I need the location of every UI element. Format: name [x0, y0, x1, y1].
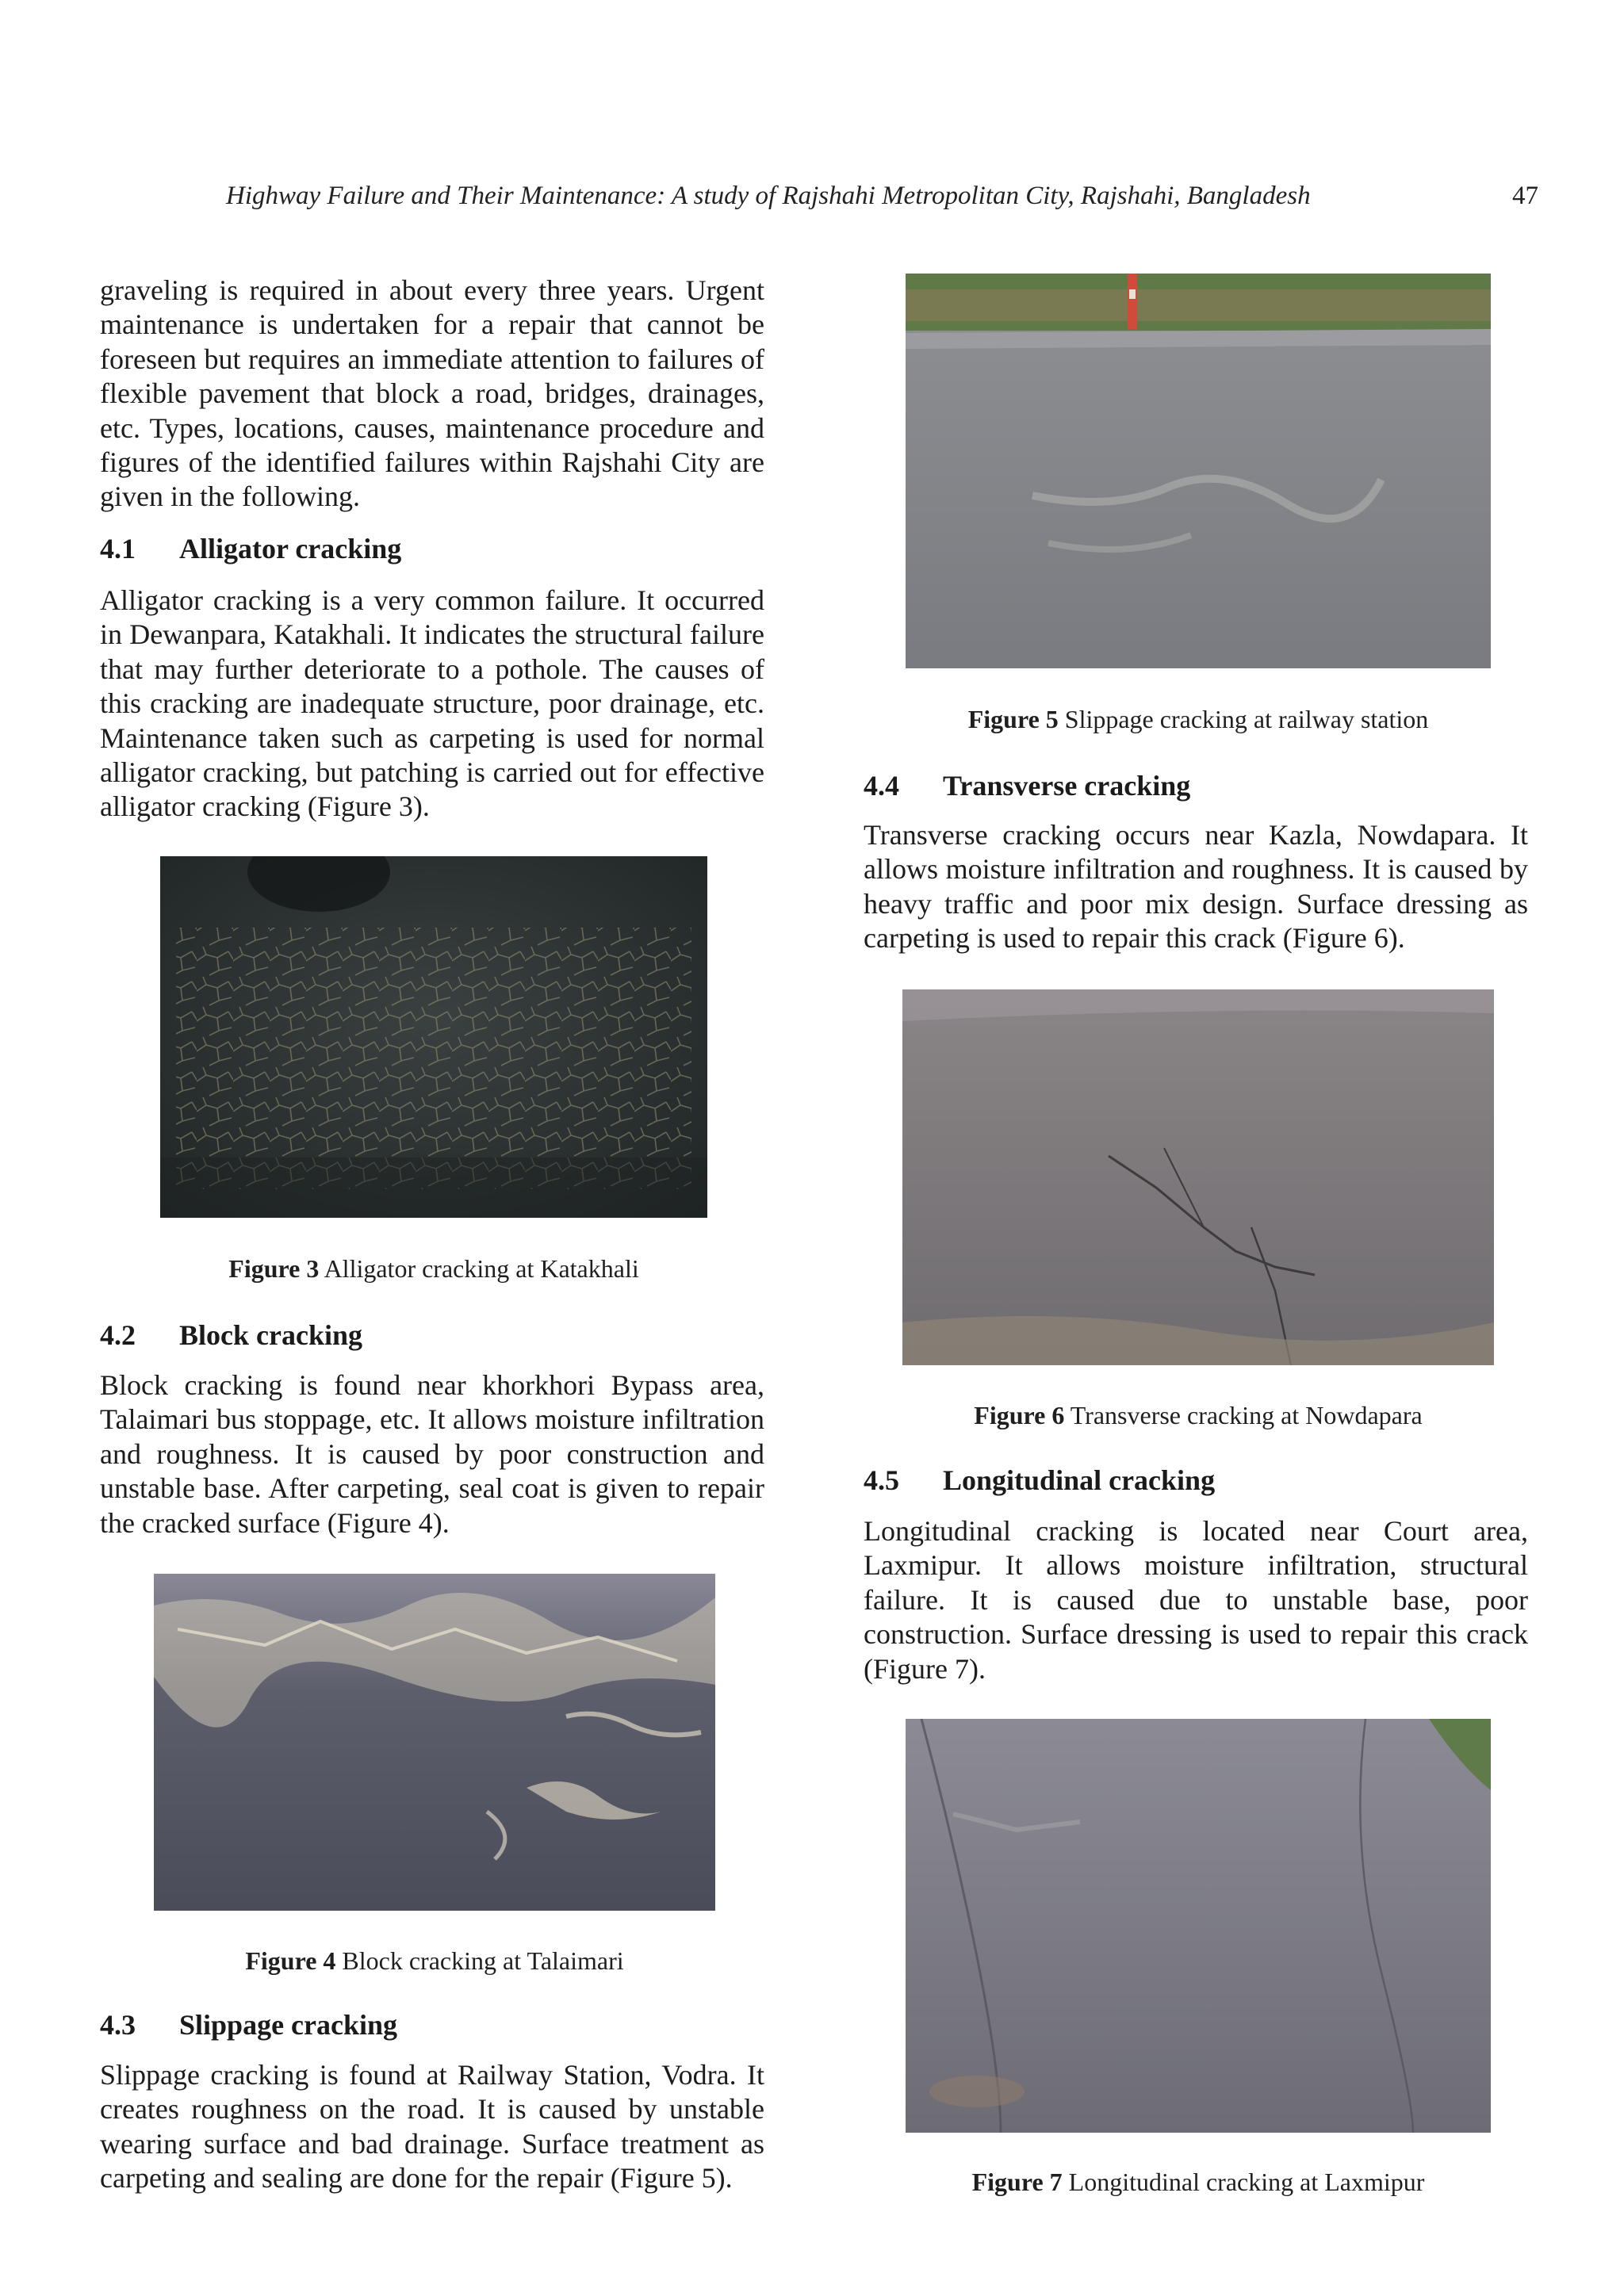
intro-paragraph: graveling is required in about every three years. Urgent maintenance is undertaken for a repair that cannot be foreseen but requires an immediate attention to failures of flexible pavement that block a road, bridges, drainages, etc. Types, locations, causes, maintenance procedure and figures of the identified failures within Rajshahi City are given in the following. — [100, 274, 764, 513]
section-number: 4.2 — [100, 1319, 136, 1351]
section-heading-4-5 — [864, 1463, 1215, 1498]
running-title: Highway Failure and Their Maintenance: A study of Rajshahi Metropolitan City, Rajshahi, Bangladesh — [226, 182, 1311, 210]
page-number: 47 — [1512, 182, 1538, 210]
figure-caption-text: Alligator cracking at Katakhali — [324, 1254, 639, 1283]
section-4-5-paragraph: Longitudinal cracking is located near Court area, Laxmipur. It allows moisture infiltration, structural failure. It is caused due to unstable base, poor construction. Surface dressing is used to repair this crack (Figure 7). — [864, 1515, 1528, 1685]
section-number: 4.5 — [864, 1464, 899, 1496]
running-header — [0, 176, 1624, 216]
figure-3-caption — [160, 1252, 707, 1285]
figure-caption-text: Transverse cracking at Nowdapara — [1070, 1401, 1423, 1429]
section-title: Block cracking — [179, 1319, 362, 1351]
section-heading-4-4 — [864, 768, 1190, 803]
section-number: 4.3 — [100, 2009, 136, 2041]
section-heading-4-3 — [100, 2007, 397, 2042]
figure-6-caption — [902, 1399, 1494, 1432]
section-number: 4.4 — [864, 770, 899, 802]
figure-caption-text: Block cracking at Talaimari — [342, 1946, 624, 1975]
section-4-1-paragraph: Alligator cracking is a very common failure. It occurred in Dewanpara, Katakhali. It indicates the structural failure that may further deteriorate to a pothole. The causes of this cracking are inadequate structure, poor drainage, etc. Maintenance taken such as carpeting is used for normal alligator cracking, but patching is carried out for effective alligator cracking (Figure 3). — [100, 584, 764, 823]
figure-4-caption — [154, 1944, 715, 1977]
figure-3-photo — [160, 856, 707, 1218]
figure-label: Figure 3 — [228, 1254, 320, 1283]
section-4-2-paragraph: Block cracking is found near khorkhori Bypass area, Talaimari bus stoppage, etc. It allows moisture infiltration and roughness. It is caused by poor construction and unstable base. After carpeting, seal coat is given to repair the cracked surface (Figure 4). — [100, 1369, 764, 1539]
section-number: 4.1 — [100, 533, 136, 564]
figure-4-photo — [154, 1574, 715, 1911]
section-4-3-paragraph: Slippage cracking is found at Railway Station, Vodra. It creates roughness on the road. It is caused by unstable wearing surface and bad drainage. Surface treatment as carpeting and sealing are done for the repair (Figure 5). — [100, 2059, 764, 2195]
section-4-4-paragraph: Transverse cracking occurs near Kazla, Nowdapara. It allows moisture infiltration and roughness. It is caused by heavy traffic and poor mix design. Surface dressing as carpeting is used to repair this crack (Figure 6). — [864, 819, 1528, 955]
section-title: Longitudinal cracking — [943, 1464, 1216, 1496]
figure-5-photo — [906, 274, 1491, 668]
figure-5-caption — [906, 702, 1491, 736]
figure-caption-text: Slippage cracking at railway station — [1064, 705, 1429, 733]
figure-caption-text: Longitudinal cracking at Laxmipur — [1068, 2168, 1425, 2196]
section-title: Transverse cracking — [943, 770, 1191, 802]
figure-7-photo — [906, 1719, 1491, 2133]
figure-6-photo — [902, 989, 1494, 1365]
figure-label: Figure 6 — [974, 1401, 1065, 1429]
section-heading-4-2 — [100, 1318, 362, 1353]
figure-label: Figure 5 — [967, 705, 1059, 733]
figure-label: Figure 7 — [971, 2168, 1063, 2196]
section-heading-4-1 — [100, 531, 401, 566]
section-title: Slippage cracking — [179, 2009, 398, 2041]
section-title: Alligator cracking — [179, 533, 402, 564]
figure-label: Figure 4 — [245, 1946, 336, 1975]
figure-7-caption — [906, 2165, 1491, 2198]
